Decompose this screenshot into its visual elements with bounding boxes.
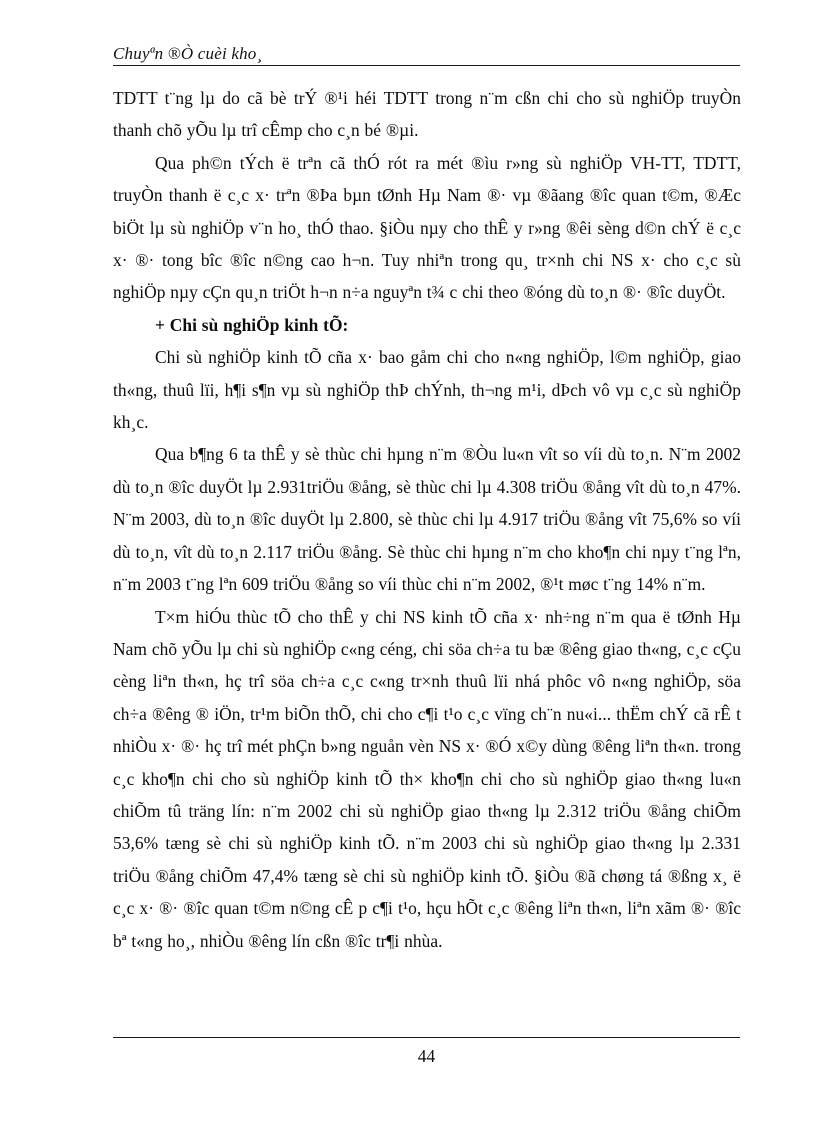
paragraph-expenditure-scope: Chi sù nghiÖp kinh tÕ cña x· bao gåm chi cho n«ng nghiÖp, l©m nghiÖp, giao th«ng, thuû lïi, h¶i s¶n vµ sù nghiÖp thÞ chÝnh, th¬ng m¹i, dÞch vô vµ c¸c sù nghiÖp kh¸c. — [113, 347, 741, 433]
page-footer — [113, 1037, 740, 1067]
section-heading-economic-expenditure: + Chi sù nghiÖp kinh tÕ: — [155, 314, 349, 335]
paragraph-continued: TDTT t¨ng lµ do cã bè trÝ ®¹i héi TDTT trong n¨m cßn chi cho sù nghiÖp truyÒn thanh chõ yÕu lµ trî cÊmp cho c¸n bé ®µi. — [113, 88, 741, 141]
header-divider-rule — [113, 65, 740, 66]
page-body — [113, 82, 741, 957]
page-header — [113, 44, 740, 66]
running-header-title: Chuyªn ®Ò cuèi kho¸ — [113, 44, 263, 63]
paragraph-table6-figures: Qua b¶ng 6 ta thÊ y sè thùc chi hµng n¨m ®Òu lu«n vît so víi dù to¸n. N¨m 2002 dù to¸n ®îc duyÖt lµ 2.931triÖu ®ång, sè thùc chi lµ 4.308 triÖu ®ång vît dù to¸n 47%. N¨m 2003, dù to¸n ®îc duyÖt lµ 2.800, sè thùc chi lµ 4.917 triÖu ®ång vît 75,6% so víi dù to¸n, vît dù to¸n 2.117 triÖu ®ång. Sè thùc chi hµng n¨m cho kho¶n chi nµy t¨ng lªn, n¨m 2003 t¨ng lªn 609 triÖu ®ång so víi thùc chi n¨m 2002, ®¹t møc t¨ng 14% n¨m. — [113, 444, 741, 595]
footer-divider-rule — [113, 1037, 740, 1038]
paragraph-transport-share: T×m hiÓu thùc tÕ cho thÊ y chi NS kinh tÕ cña x· nh÷ng n¨m qua ë tØnh Hµ Nam chõ yÕu lµ chi sù nghiÖp c«ng céng, chi söa ch÷a tu bæ ®êng giao th«ng, c¸c cÇu cèng liªn th«n, hç trî söa ch÷a c¸c c«ng tr×nh thuû lïi nhá phôc vô n«ng nghiÖp, söa ch÷a ®êng ® iÖn, tr¹m biÕn thÕ, chi cho c¶i t¹o c¸c vïng ch¨n nu«i... thËm chÝ cã rÊ t nhiÒu x· ®· hç trî mét phÇn b»ng nguån vèn NS x· ®Ó x©y dùng ®êng liªn th«n. trong c¸c kho¶n chi cho sù nghiÖp kinh tÕ th× kho¶n chi cho sù nghiÖp giao th«ng lu«n chiÕm tû träng lín: n¨m 2002 chi sù nghiÖp giao th«ng lµ 2.312 triÖu ®ång chiÕm 53,6% tæng sè chi sù nghiÖp kinh tÕ. n¨m 2003 chi sù nghiÖp giao th«ng lµ 2.331 triÖu ®ång chiÕm 47,4% tæng sè chi sù nghiÖp kinh tÕ. §iÒu ®ã chøng tá ®ßng x¸ ë c¸c x· ®· ®îc quan t©m n©ng cÊ p c¶i t¹o, hçu hÕt c¸c ®êng liªn th«n, liªn xãm ®· ®îc bª t«ng ho¸, nhiÒu ®êng lín cßn ®îc tr¶i nhùa. — [113, 606, 741, 951]
paragraph-analysis: Qua ph©n tÝch ë trªn cã thÓ rót ra mét ®ìu r»ng sù nghiÖp VH-TT, TDTT, truyÒn thanh ë c¸c x· trªn ®Þa bµn tØnh Hµ Nam ®· vµ ®ãang ®îc quan t©m, ®Æc biÖt lµ sù nghiÖp v¨n ho¸ thÓ thao. §iÒu nµy cho thÊ y r»ng ®êi sèng d©n chÝ ë c¸c x· ®· tong bîc ®îc n©ng cao h¬n. Tuy nhiªn trong qu¸ tr×nh chi NS x· cho c¸c sù nghiÖp nµy cÇn qu¸n triÖt h¬n n÷a nguyªn t¾ c chi theo ®óng dù to¸n ®· ®îc duyÖt. — [113, 152, 741, 303]
page-number: 44 — [417, 1046, 436, 1066]
